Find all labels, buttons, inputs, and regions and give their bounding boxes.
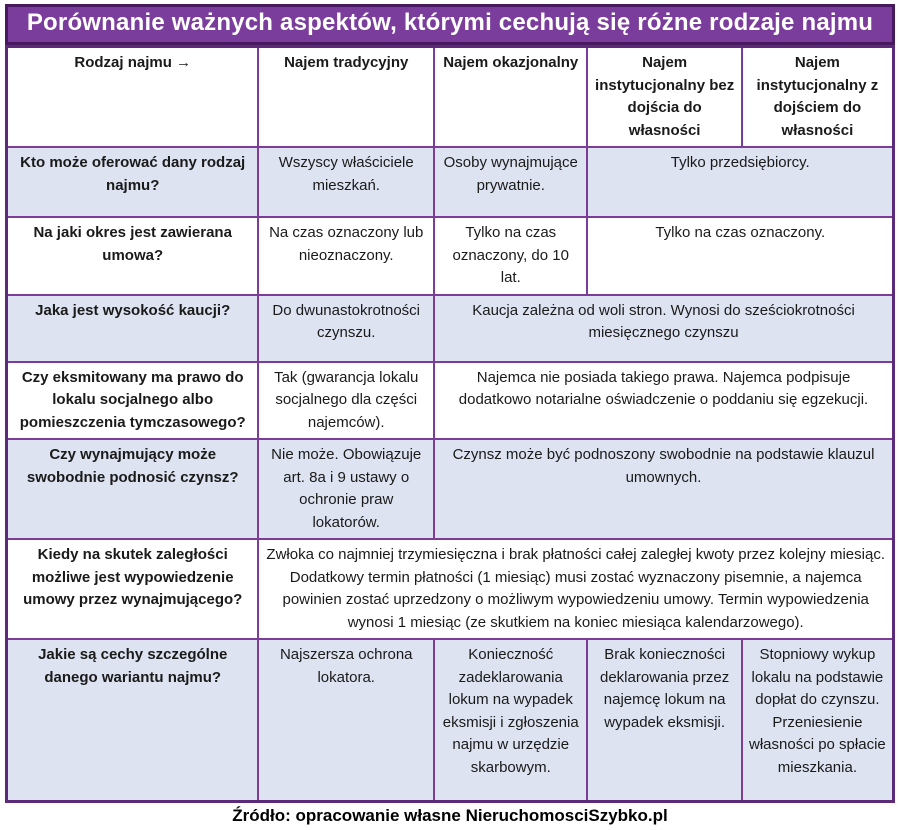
table-row <box>7 217 894 295</box>
column-header-rodzaj-najmu: Rodzaj najmu → <box>7 47 259 148</box>
table-row <box>7 639 894 801</box>
page-title: Porównanie ważnych aspektów, którymi cechują się różne rodzaje najmu <box>5 4 895 45</box>
comparison-table <box>5 45 895 803</box>
table-row <box>7 439 894 539</box>
column-header-najem-okazjonalny: Najem okazjonalny <box>434 47 587 148</box>
data-cell: Na czas oznaczony lub nieoznaczony. <box>258 217 434 295</box>
table-header-row <box>7 47 894 148</box>
column-header-najem-tradycyjny: Najem tradycyjny <box>258 47 434 148</box>
column-header-najem-instytucjonalny-z: Najem instytucjonalny z dojściem do własności <box>742 47 894 148</box>
column-header-najem-instytucjonalny-bez: Najem instytucjonalny bez dojścia do własności <box>587 47 741 148</box>
data-cell-merged: Zwłoka co najmniej trzymiesięczna i brak płatności całej zaległej kwoty przez kolejny miesiąc. Dodatkowy termin płatności (1 miesiąc) musi zostać wyznaczony pisemnie, a najemca powinien zostać uprzedzony o możliwym wypowiedzeniu umowy. Termin wypowiedzenia wynosi 1 miesiąc (ze skutkiem na koniec miesiąca kalendarzowego). <box>258 539 893 639</box>
data-cell-merged: Czynsz może być podnoszony swobodnie na podstawie klauzul umownych. <box>434 439 893 539</box>
data-cell-merged: Kaucja zależna od woli stron. Wynosi do sześciokrotności miesięcznego czynszu <box>434 295 893 362</box>
data-cell: Wszyscy właściciele mieszkań. <box>258 147 434 217</box>
data-cell-merged: Tylko przedsiębiorcy. <box>587 147 893 217</box>
data-cell: Konieczność zadeklarowania lokum na wypadek eksmisji i zgłoszenia najmu w urzędzie skarbowym. <box>434 639 587 801</box>
table-row <box>7 295 894 362</box>
data-cell: Nie może. Obowiązuje art. 8a i 9 ustawy o ochronie praw lokatorów. <box>258 439 434 539</box>
data-cell: Stopniowy wykup lokalu na podstawie dopłat do czynszu. Przeniesienie własności po spłacie mieszkania. <box>742 639 894 801</box>
table-row <box>7 362 894 440</box>
data-cell: Do dwunastokrotności czynszu. <box>258 295 434 362</box>
data-cell: Najszersza ochrona lokatora. <box>258 639 434 801</box>
table-row <box>7 147 894 217</box>
data-cell: Osoby wynajmujące prywatnie. <box>434 147 587 217</box>
data-cell-merged: Tylko na czas oznaczony. <box>587 217 893 295</box>
source-attribution: Źródło: opracowanie własne NieruchomosciSzybko.pl <box>232 805 668 825</box>
question-cell: Kiedy na skutek zaległości możliwe jest wypowiedzenie umowy przez wynajmującego? <box>7 539 259 639</box>
question-cell: Na jaki okres jest zawierana umowa? <box>7 217 259 295</box>
question-cell: Kto może oferować dany rodzaj najmu? <box>7 147 259 217</box>
data-cell: Brak konieczności deklarowania przez najemcę lokum na wypadek eksmisji. <box>587 639 741 801</box>
data-cell: Tylko na czas oznaczony, do 10 lat. <box>434 217 587 295</box>
question-cell: Czy wynajmujący może swobodnie podnosić czynsz? <box>7 439 259 539</box>
table-row <box>7 539 894 639</box>
question-cell: Jaka jest wysokość kaucji? <box>7 295 259 362</box>
data-cell: Tak (gwarancja lokalu socjalnego dla części najemców). <box>258 362 434 440</box>
question-cell: Czy eksmitowany ma prawo do lokalu socjalnego albo pomieszczenia tymczasowego? <box>7 362 259 440</box>
data-cell-merged: Najemca nie posiada takiego prawa. Najemca podpisuje dodatkowo notarialne oświadczenie o poddaniu się egzekucji. <box>434 362 893 440</box>
question-cell: Jakie są cechy szczególne danego wariantu najmu? <box>7 639 259 801</box>
